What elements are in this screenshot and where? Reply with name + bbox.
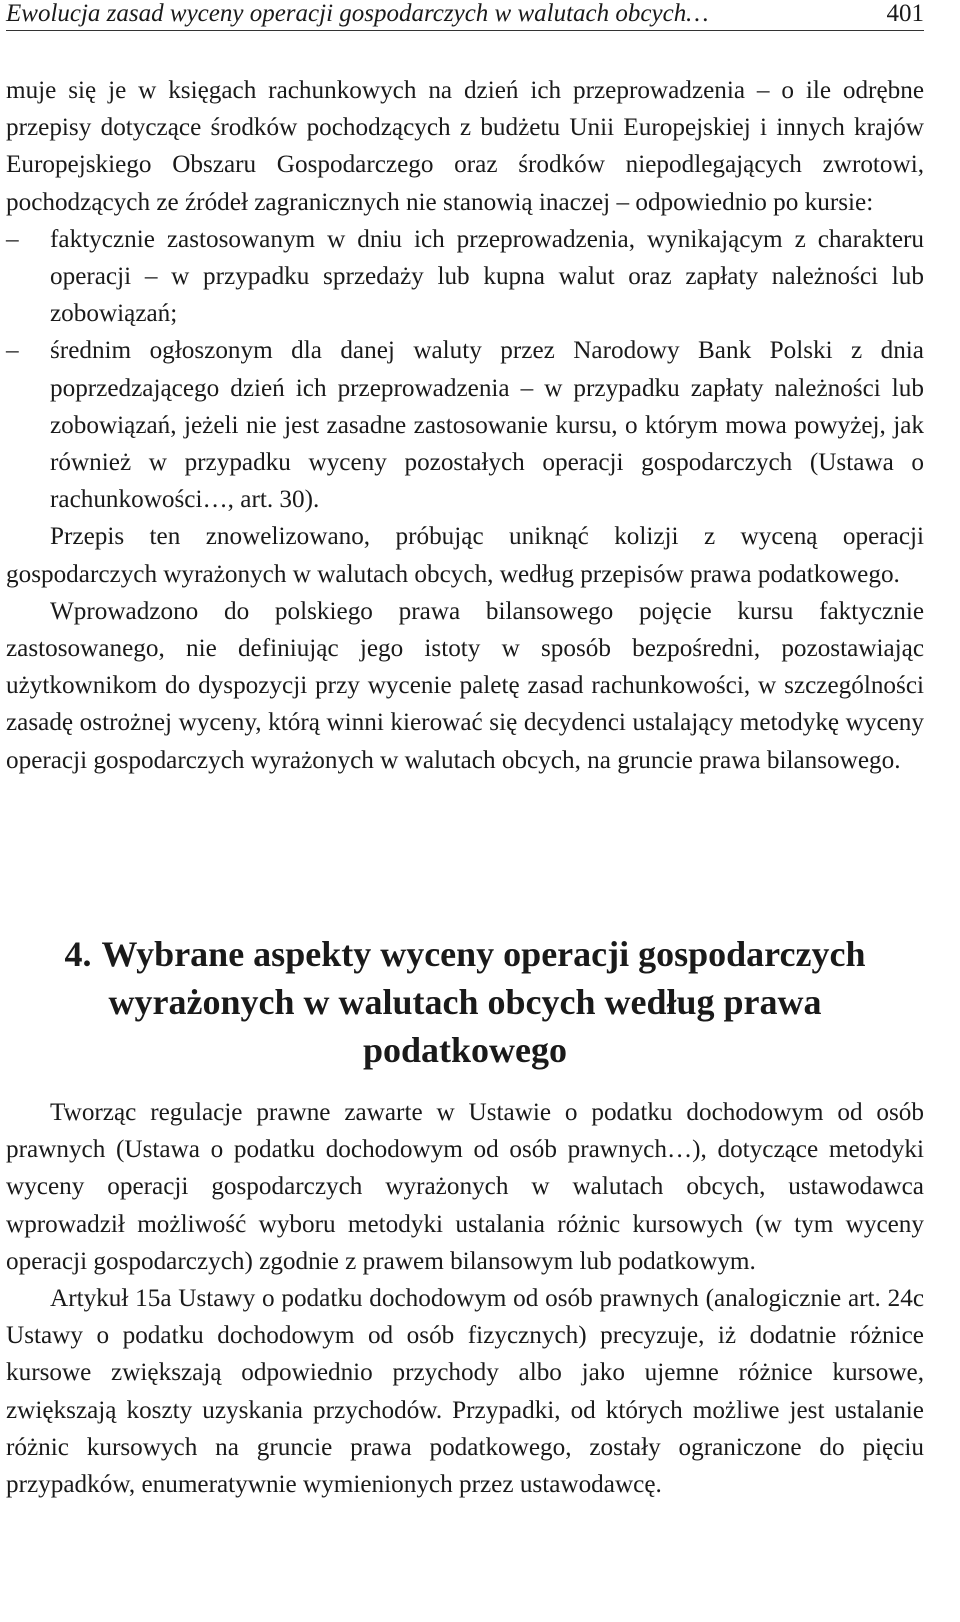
list-item-text: faktycznie zastosowanym w dniu ich przeprowadzenia, wynikającym z charakteru operacji – w przypadku sprzedaży lub kupna walut oraz zapłaty należności lub zobowiązań; — [50, 225, 924, 328]
section-number: 4. — [64, 934, 92, 974]
section-1-text — [6, 72, 924, 779]
running-title: Ewolucja zasad wyceny operacji gospodarczych w walutach obcych… — [6, 0, 709, 27]
list-dash: – — [6, 225, 19, 253]
paragraph: Artykuł 15a Ustawy o podatku dochodowym od osób prawnych (analogicznie art. 24c Ustawy o podatku dochodowym od osób fizycznych) precyzuje, iż dodatnie różnice kursowe zwiększają odpowiednio przychody albo jako ujemne różnice kursowe, zwiększają koszty uzyskania przychodów. Przypadki, od których możliwe jest ustalanie różnic kursowych na gruncie prawa podatkowego, zostały ograniczone do pięciu przypadków, enumeratywnie wymienionych przez ustawodawcę. — [6, 1285, 924, 1499]
section-4-text — [6, 1094, 924, 1503]
list-item — [6, 332, 924, 518]
section-heading — [6, 930, 924, 1074]
running-header — [6, 0, 924, 31]
page-number: 401 — [886, 0, 924, 27]
section-title: Wybrane aspekty wyceny operacji gospodarczych wyrażonych w walutach obcych według prawa podatkowego — [101, 934, 866, 1070]
paragraph: Tworząc regulacje prawne zawarte w Ustawie o podatku dochodowym od osób prawnych (Ustawa o podatku dochodowym od osób prawnych…), dotyczące metodyki wyceny operacji gospodarczych wyrażonych w walutach obcych, ustawodawca wprowadził możliwość wyboru metodyki ustalania różnic kursowych (w tym wyceny operacji gospodarczych) zgodnie z prawem bilansowym lub podatkowym. — [6, 1099, 924, 1275]
intro-paragraph: muje się je w księgach rachunkowych na dzień ich przeprowadzenia – o ile odrębne przepisy dotyczące środków pochodzących z budżetu Unii Europejskiej i innych krajów Europejskiego Obszaru Gospodarczego oraz środków niepodlegających zwrotowi, pochodzących ze źródeł zagranicznych nie stanowią inaczej – odpowiednio po kursie: — [6, 77, 924, 216]
list-item — [6, 221, 924, 333]
list-item-text: średnim ogłoszonym dla danej waluty przez Narodowy Bank Polski z dnia poprzedzającego dzień ich przeprowadzenia – w przypadku zapłaty należności lub zobowiązań, jeżeli nie jest zasadne zastosowanie kursu, o którym mowa powyżej, jak również w przypadku wyceny pozostałych operacji gospodarczych (Ustawa o rachunkowości…, art. 30). — [50, 337, 924, 514]
list-dash: – — [6, 337, 19, 365]
paragraph: Wprowadzono do polskiego prawa bilansowego pojęcie kursu faktycznie zastosowanego, nie definiując jego istoty w sposób bezpośredni, pozostawiając użytkownikom do dyspozycji przy wycenie paletę zasad rachunkowości, w szczególności zasadę ostrożnej wyceny, którą winni kierować się decydenci ustalający metodykę wyceny operacji gospodarczych wyrażonych w walutach obcych, na gruncie prawa bilansowego. — [6, 597, 924, 774]
exchange-rate-list — [6, 221, 924, 519]
paragraph: Przepis ten znowelizowano, próbując uniknąć kolizji z wyceną operacji gospodarczych wyrażonych w walutach obcych, według przepisów prawa podatkowego. — [6, 523, 924, 588]
